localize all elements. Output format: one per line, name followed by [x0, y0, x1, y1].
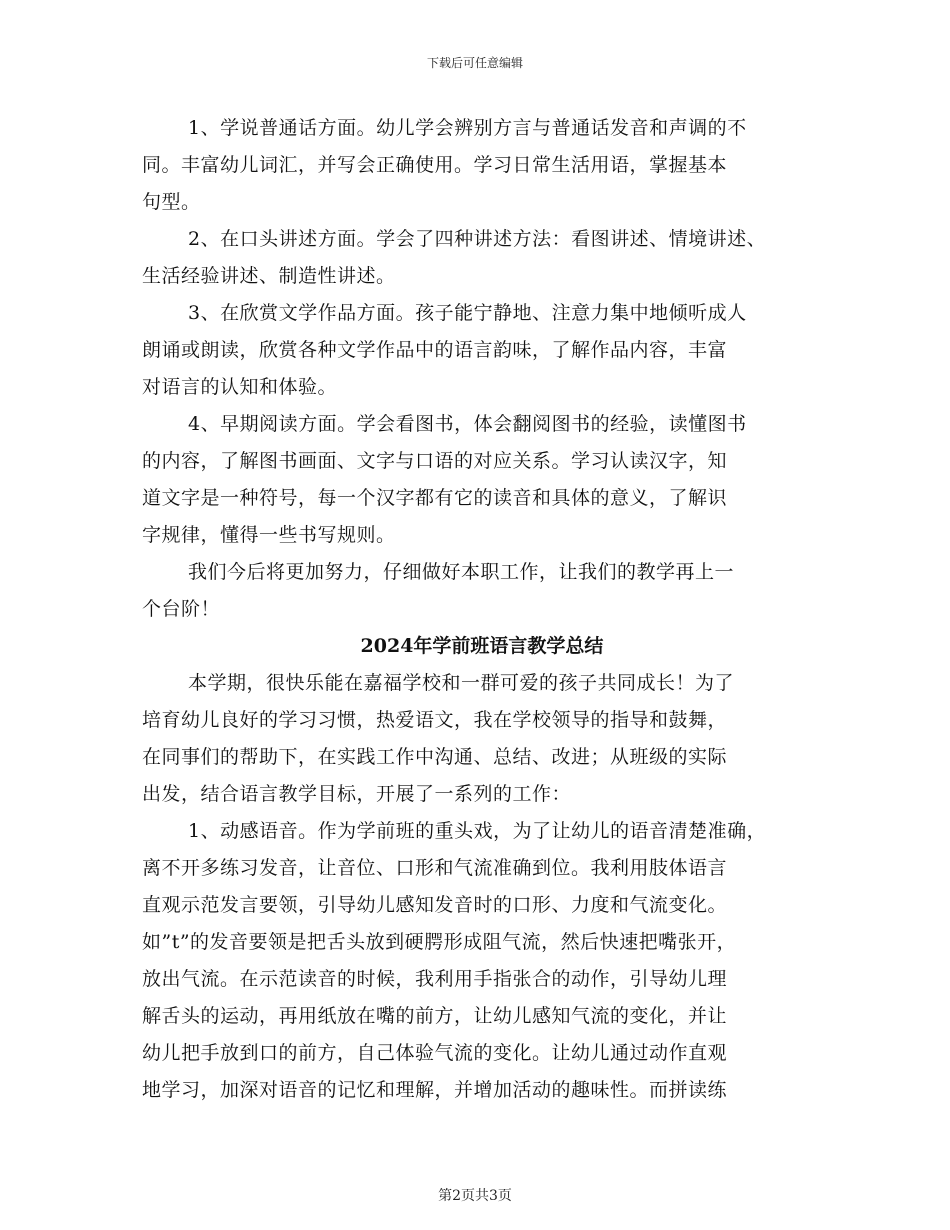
- paragraph-line: 离不开多练习发音，让音位、口形和气流准确到位。我利用肢体语言: [142, 857, 728, 879]
- paragraph-line: 放出气流。在示范读音的时候，我利用手指张合的动作，引导幼儿理: [142, 968, 728, 990]
- paragraph-line: 培育幼儿良好的学习习惯，热爱语文，我在学校领导的指导和鼓舞，: [142, 709, 728, 731]
- paragraph-line: 2、在口头讲述方面。学会了四种讲述方法：看图讲述、情境讲述、: [188, 228, 767, 250]
- paragraph-line: 1、学说普通话方面。幼儿学会辨别方言与普通话发音和声调的不: [188, 117, 747, 139]
- paragraph-line: 对语言的认知和体验。: [142, 376, 338, 398]
- paragraph-line: 在同事们的帮助下，在实践工作中沟通、总结、改进；从班级的实际: [142, 746, 728, 768]
- paragraph-line: 我们今后将更加努力，仔细做好本职工作，让我们的教学再上一: [188, 561, 735, 583]
- paragraph-line: 幼儿把手放到口的前方，自己体验气流的变化。让幼儿通过动作直观: [142, 1042, 728, 1064]
- page-header: 下载后可任意编辑: [426, 56, 523, 70]
- paragraph-line: 1、动感语音。作为学前班的重头戏，为了让幼儿的语音清楚准确，: [188, 820, 767, 842]
- paragraph-line: 解舌头的运动，再用纸放在嘴的前方，让幼儿感知气流的变化，并让: [142, 1005, 728, 1027]
- paragraph-line: 本学期，很快乐能在嘉福学校和一群可爱的孩子共同成长！为了: [188, 672, 735, 694]
- paragraph-line: 字规律，懂得一些书写规则。: [142, 524, 396, 546]
- page-footer: 第2页共3页: [438, 1188, 512, 1204]
- paragraph-line: 个台阶！: [142, 598, 221, 620]
- paragraph-line: 朗诵或朗读，欣赏各种文学作品中的语言韵味，了解作品内容，丰富: [142, 339, 728, 361]
- paragraph-line: 出发，结合语言教学目标，开展了一系列的工作：: [142, 783, 572, 805]
- paragraph-line: 3、在欣赏文学作品方面。孩子能宁静地、注意力集中地倾听成人: [188, 302, 747, 324]
- paragraph-line: 直观示范发言要领，引导幼儿感知发音时的口形、力度和气流变化。: [142, 894, 728, 916]
- section-title: 2024年学前班语言教学总结: [360, 635, 604, 657]
- paragraph-line: 句型。: [142, 191, 201, 213]
- paragraph-line: 如”t”的发音要领是把舌头放到硬腭形成阻气流，然后快速把嘴张开，: [142, 931, 737, 953]
- paragraph-line: 的内容，了解图书画面、文字与口语的对应关系。学习认读汉字，知: [142, 450, 728, 472]
- paragraph-line: 4、早期阅读方面。学会看图书，体会翻阅图书的经验，读懂图书: [188, 413, 747, 435]
- paragraph-line: 地学习，加深对语音的记忆和理解，并增加活动的趣味性。而拼读练: [142, 1079, 728, 1101]
- paragraph-line: 道文字是一种符号，每一个汉字都有它的读音和具体的意义，了解识: [142, 487, 728, 509]
- document-body: [142, 110, 822, 1109]
- paragraph-line: 同。丰富幼儿词汇，并写会正确使用。学习日常生活用语，掌握基本: [142, 154, 728, 176]
- paragraph-line: 生活经验讲述、制造性讲述。: [142, 265, 396, 287]
